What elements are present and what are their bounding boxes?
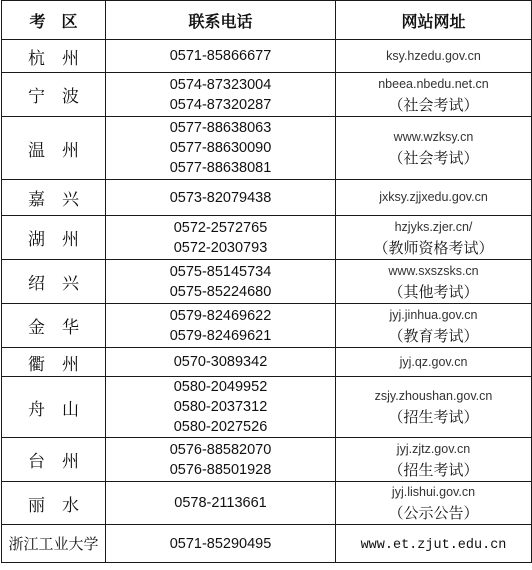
phone-cell xyxy=(106,216,336,260)
phone-cell xyxy=(106,40,336,73)
website-note: （招生考试） xyxy=(388,460,479,479)
website-note: （公示公告） xyxy=(388,504,479,522)
phone-cell xyxy=(106,482,336,525)
phone-number: 0577-88638063 xyxy=(169,120,272,136)
phone-number: 0579-82469622 xyxy=(169,307,272,324)
website-link[interactable]: nbeea.nbedu.net.cn xyxy=(378,76,489,91)
table-row xyxy=(2,304,532,348)
table-row xyxy=(2,216,532,260)
table-row xyxy=(2,348,532,377)
phone-cell xyxy=(106,73,336,117)
table-header-row xyxy=(2,1,532,40)
website-link[interactable]: hzjyks.zjer.cn/ xyxy=(394,219,473,234)
phone-cell xyxy=(106,348,336,377)
phone-number: 0578-2113661 xyxy=(174,495,267,511)
table-row xyxy=(2,260,532,304)
table-row xyxy=(2,73,532,117)
website-link[interactable]: jyj.qz.gov.cn xyxy=(399,354,468,369)
website-link[interactable]: www.wzksy.cn xyxy=(393,130,474,144)
phone-number: 0576-88501928 xyxy=(169,461,272,478)
phone-number: 0571-85866677 xyxy=(169,48,272,64)
website-cell xyxy=(336,482,532,525)
area-cell: 湖 州 xyxy=(2,216,106,260)
phone-number: 0572-2572765 xyxy=(173,219,268,236)
table-row xyxy=(2,117,532,180)
table-row xyxy=(2,40,532,73)
phone-cell xyxy=(106,117,336,180)
website-link[interactable]: jyj.lishui.gov.cn xyxy=(391,485,476,499)
website-cell xyxy=(336,117,532,180)
phone-cell xyxy=(106,525,336,563)
phone-number: 0571-85290495 xyxy=(169,535,272,552)
website-note: （其他考试） xyxy=(388,282,479,301)
website-cell xyxy=(336,73,532,117)
website-link[interactable]: ksy.hzedu.gov.cn xyxy=(386,48,481,63)
phone-cell xyxy=(106,438,336,482)
area-cell: 宁 波 xyxy=(2,73,106,117)
website-cell xyxy=(336,260,532,304)
website-cell xyxy=(336,180,532,216)
website-link[interactable]: zsjy.zhoushan.gov.cn xyxy=(374,389,493,403)
website-cell xyxy=(336,216,532,260)
table-row xyxy=(2,377,532,438)
website-link[interactable]: www.et.zjut.edu.cn xyxy=(360,537,507,553)
website-cell xyxy=(336,438,532,482)
website-link[interactable]: www.sxszsks.cn xyxy=(388,263,479,278)
area-cell: 温 州 xyxy=(2,117,106,180)
area-cell: 金 华 xyxy=(2,304,106,348)
table-row xyxy=(2,438,532,482)
phone-number: 0573-82079438 xyxy=(169,189,272,206)
phone-number: 0574-87323004 xyxy=(169,76,272,93)
area-cell: 丽 水 xyxy=(2,482,106,525)
area-cell: 绍 兴 xyxy=(2,260,106,304)
phone-number: 0572-2030793 xyxy=(173,239,268,256)
phone-number: 0577-88638081 xyxy=(169,160,272,176)
website-link[interactable]: jyj.zjtz.gov.cn xyxy=(396,441,471,456)
area-cell: 衢 州 xyxy=(2,348,106,377)
table-row xyxy=(2,525,532,563)
phone-number: 0580-2037312 xyxy=(173,399,268,415)
phone-number: 0579-82469621 xyxy=(169,327,272,344)
website-cell xyxy=(336,40,532,73)
phone-cell xyxy=(106,180,336,216)
phone-number: 0575-85224680 xyxy=(169,283,272,300)
phone-cell xyxy=(106,304,336,348)
website-note: （教育考试） xyxy=(388,326,479,345)
phone-number: 0570-3089342 xyxy=(173,354,268,370)
area-cell: 杭 州 xyxy=(2,40,106,73)
phone-number: 0580-2027526 xyxy=(173,419,268,435)
header-contact-phone: 联系电话 xyxy=(106,1,336,40)
area-cell: 舟 山 xyxy=(2,377,106,438)
phone-number: 0577-88630090 xyxy=(169,140,272,156)
area-cell: 浙江工业大学 xyxy=(2,525,106,563)
website-note: （社会考试） xyxy=(388,95,479,114)
website-cell xyxy=(336,525,532,563)
header-website: 网站网址 xyxy=(336,1,532,40)
phone-number: 0575-85145734 xyxy=(169,263,272,280)
website-cell xyxy=(336,377,532,438)
phone-number: 0580-2049952 xyxy=(173,379,268,395)
phone-number: 0576-88582070 xyxy=(169,441,272,458)
website-note: （教师资格考试） xyxy=(373,238,494,257)
phone-number: 0574-87320287 xyxy=(169,96,272,113)
website-note: （社会考试） xyxy=(388,149,479,167)
website-note: （招生考试） xyxy=(388,408,479,426)
phone-cell xyxy=(106,377,336,438)
exam-contact-table xyxy=(1,0,532,563)
table-row xyxy=(2,180,532,216)
table-row xyxy=(2,482,532,525)
area-cell: 嘉 兴 xyxy=(2,180,106,216)
area-cell: 台 州 xyxy=(2,438,106,482)
website-cell xyxy=(336,348,532,377)
website-link[interactable]: jyj.jinhua.gov.cn xyxy=(389,307,478,322)
header-exam-area: 考 区 xyxy=(2,1,106,40)
website-cell xyxy=(336,304,532,348)
phone-cell xyxy=(106,260,336,304)
website-link[interactable]: jxksy.zjjxedu.gov.cn xyxy=(379,190,488,204)
